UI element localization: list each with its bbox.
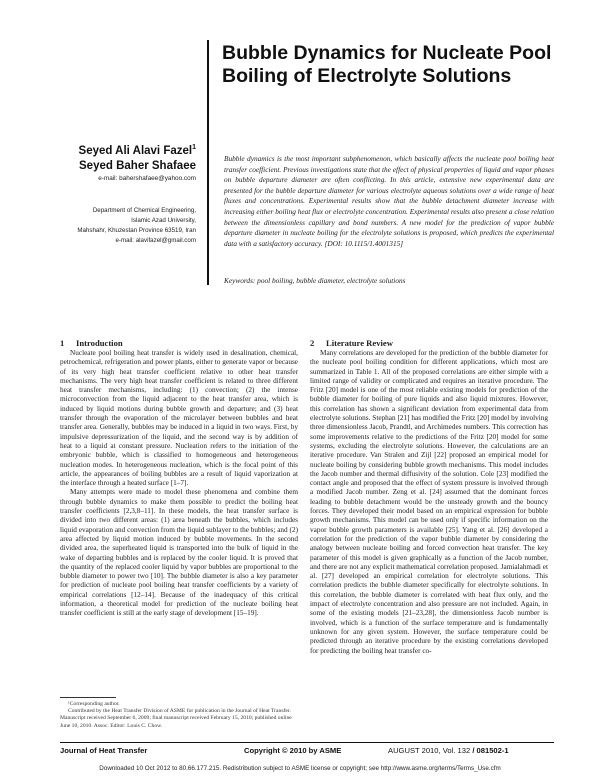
author-name-1: Seyed Ali Alavi Fazel$^1$ bbox=[78, 144, 196, 157]
column-left bbox=[60, 337, 298, 619]
footer-page-number: / 081502-1 bbox=[472, 746, 509, 755]
section-heading-literature-review: 2 Literature Review bbox=[310, 338, 393, 348]
paragraph: Many attempts were made to model these phenomena and combine them through bubble dynamics to make them possible to predict the boiling heat transfer coefficients [2,3,8–11]. In these models, the heat transfer surface is divided into two different areas: (1) area beneath the bubbles, which includes liquid evaporation and convection from the liquid sublayer to the bubbles; and (2) area affected by liquid motion induced by bubble movements. In the second divided area, the superheated liquid is transported into the bulk of liquid in the wake of departing bubbles and is replaced by the cooler liquid. It is proved that the quantity of the replaced cooler liquid by vapor bubbles are proportional to the bubble diameter to power two [10]. The bubble diameter is also a key parameter for prediction of nucleate pool boiling heat transfer coefficients by a variety of empirical correlations [12–14]. Because of the inadequacy of this critical information, a theoretical model for prediction of the nucleate boiling heat transfer coefficient is still at the early stage of development [15–19]. bbox=[60, 488, 298, 618]
download-notice: Downloaded 10 Oct 2012 to 80.66.177.215. Redistribution subject to ASME license or copyright; see http://www.asme.org/terms/Terms_Use.cfm bbox=[99, 765, 501, 772]
footer-rule bbox=[60, 742, 554, 743]
column-right bbox=[310, 337, 548, 656]
footer-journal-name: Journal of Heat Transfer bbox=[60, 746, 148, 755]
abstract: Bubble dynamics is the most important subphenomenon, which basically affects the nucleate pool boiling heat transfer coefficient. Previous investigations state that the effect of physical properties of liquid and vapor phases on bubble departure diameter are often conflicting. In this article, extensive new experimental data are presented for the bubble departure diameter for various electrolyte aqueous solutions over a wide range of heat fluxes and concentrations. Experimental results show that the bubble detachment diameter increase with increasing either boiling heat flux or electrolyte concentration. Experimental results also present a close relation between the dimensionless capillary and bond numbers. A new model for the prediction of vapor bubble departure diameter in nucleate boiling for the electrolyte solutions is proposed, which predicts the experimental data with a satisfactory accuracy. [DOI: 10.1115/1.4001315] bbox=[224, 154, 554, 248]
footnote-corresponding: ¹Corresponding author. bbox=[68, 701, 120, 707]
affiliation-email[interactable]: e-mail: alavifazel@gmail.com bbox=[115, 237, 196, 244]
affiliation-line: Islamic Azad University, bbox=[131, 217, 196, 224]
footer-copyright: Copyright © 2010 by ASME bbox=[244, 746, 342, 755]
footer-issue bbox=[388, 746, 509, 756]
affiliation-line: Mahshahr, Khuzestan Province 63519, Iran bbox=[77, 227, 196, 234]
footnotes bbox=[60, 701, 298, 730]
paragraph: Many correlations are developed for the prediction of the bubble diameter for the nucleate pool boiling condition for different applications, which most are summarized in Table 1. All of the proposed correlations are either simple with a limited range of validity or complicated and requires an iterative procedure. The Fritz [20] model is one of the most reliable existing models for prediction of the bubble diameter for boiling of pure liquids and also liquid mixtures. However, this correlation has shown a significant deviation from experimental data from electrolyte solutions. Stephan [21] has modified the Fritz [20] model by involving three dimensionless Jacob, Prandtl, and Archimedes numbers. This correction has some improvements relative to the predictions of the Fritz [20] model for some systems, excluding the electrolyte solutions. However, the calculations are an iterative procedure. Van Stralen and Zijl [22] proposed an empirical model for nucleate boiling by considering bubble growth mechanisms. This model includes the Jacob number and thermal diffusivity of the solution. Cole [23] modified the contact angle and proposed that the effect of system pressure is involved through a modified Jacob number. Zeng et al. [24] assumed that the dominant forces leading to bubble detachment would be the unsteady growth and the bouncy forces. They developed their model based on an empirical expression for bubble growth mechanisms. This model can be used only if specific information on the vapor bubble growth parameters is available [25]. Yang et al. [26] developed a correlation for the prediction of the vapor bubble diameter by considering the analogy between nucleate boiling and forced convection heat transfer. The key parameter of this model is given graphically as a function of the Jacob number, and there are not any explicit mathematical correlation proposed. Jamialahmadi et al. [27] developed an empirical correlation for electrolyte solutions. This correlation predicts the bubble diameter specifically for electrolyte solutions. In this correlation, the bubble diameter is correlated with heat flux only, and the impact of electrolyte concentration and also pressure are not included. Again, in some of the existing models [21–23,28], the dimensionless Jacob number is involved, which is a function of the surface temperature and is fundamentally unknown for any given system. However, the surface temperature could be predicted through an iterative procedure by the existing correlations developed for predicting the boiling heat transfer co- bbox=[310, 349, 548, 655]
affiliation-line: Department of Chemical Engineering, bbox=[92, 207, 196, 214]
title-divider-rule bbox=[207, 40, 209, 285]
article-title: Bubble Dynamics for Nucleate Pool Boiling of Electrolyte Solutions bbox=[222, 42, 552, 87]
keywords: Keywords: pool boiling, bubble diameter, electrolyte solutions bbox=[224, 276, 406, 285]
author-email-2[interactable]: e-mail: bahershafaee@yahoo.com bbox=[98, 174, 196, 182]
footer-issue-info: AUGUST 2010, Vol. 132 bbox=[388, 746, 471, 755]
author-name-2: Seyed Baher Shafaee bbox=[79, 159, 196, 172]
footnote-contribution: Contributed by the Heat Transfer Division of ASME for publication in the Journal of Heat Transfer. Manuscript received September 6, 2009; final manuscript received February 15, 2010; published online June 10, 2010. Assoc. Editor: Louis C. Chow. bbox=[60, 708, 292, 729]
footnote-rule bbox=[60, 697, 116, 698]
section-heading-introduction: 1 Introduction bbox=[60, 338, 123, 348]
author-affiliation bbox=[50, 206, 196, 246]
paragraph: Nucleate pool boiling heat transfer is widely used in desalination, chemical, petrochemical, refrigeration and power plants, either to generate vapor or because of its very high heat transfer coefficient relative to other heat transfer mechanisms. The very high heat transfer coefficient is related to three different heat transfer mechanisms, including: (1) convection; (2) the intense microconvection from the liquid adjacent to the heat transfer area, which is induced by liquid motions during bubble growth and departure; and (3) heat transfer through the evaporation of the microlayer between bubbles and heat transfer area. Generally, bubbles may be induced in a liquid in two ways. First, by impulsive depressurization of the liquid, and the second way is by addition of heat to a liquid at constant pressure. Nucleation refers to the initiation of the embryonic bubble, which is classified to homogeneous and heterogeneous nucleation modes. In heterogeneous nucleation, which is the focal point of this article, the appearances of boiling bubbles are a result of liquid vaporization at the interface through a heated surface [1–7]. bbox=[60, 349, 298, 488]
author-list bbox=[0, 140, 196, 183]
